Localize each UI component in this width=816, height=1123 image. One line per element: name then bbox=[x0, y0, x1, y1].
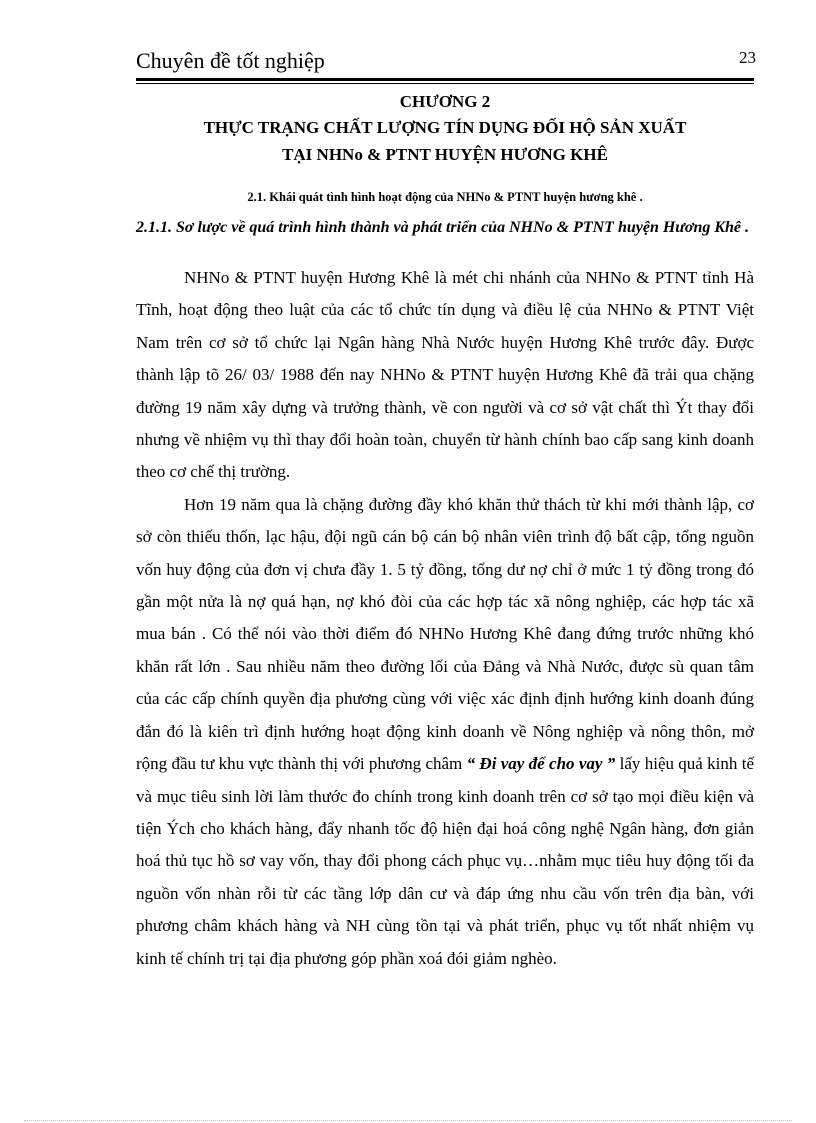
chapter-title-line-1: THỰC TRẠNG CHẤT LƯỢNG TÍN DỤNG ĐỐI HỘ SẢN XUẤT bbox=[203, 118, 687, 137]
page-header bbox=[136, 48, 756, 78]
document-title: Chuyên đề tốt nghiệp bbox=[136, 48, 325, 73]
header-rule-thin bbox=[136, 83, 754, 84]
section-heading: 2.1. Khái quát tình hình hoạt động của NHNo & PTNT huyện hương khê . bbox=[247, 190, 643, 204]
paragraph-2-part-1: Hơn 19 năm qua là chặng đường đầy khó khăn thử thách từ khi mới thành lập, cơ sở còn thiếu thốn, lạc hậu, đội ngũ cán bộ cán bộ nhân viên trình độ bất cập, tổng nguồn vốn huy động của đơn vị chưa đầy 1. 5 tỷ đồng, tổng dư nợ chỉ ở mức 1 tỷ đồng trong đó gần một nửa là nợ quá hạn, nợ khó đòi của các hợp tác xã nông nghiệp, các hợp tác xã mua bán . Có thể nói vào thời điểm đó NHNo Hương Khê đang đứng trước những khó khăn rất lớn . Sau nhiều năm theo đường lối của Đảng và Nhà Nước, được sù quan tâm của các cấp chính quyền địa phương cùng với việc xác định định hướng kinh doanh đúng đắn đó là kiên trì định hướng hoạt động kinh doanh về Nông nghiệp và nông thôn, mở rộng đầu tư khu vực thành thị với phương châm bbox=[136, 494, 754, 774]
paragraph-2-part-2: lấy hiệu quả kinh tế và mục tiêu sinh lời làm thước đo chính trong kinh doanh trên cơ sở tạo mọi điều kiện và tiện Ých cho khách hàng, đẩy nhanh tốc độ hiện đại hoá công nghệ Ngân hàng, đơn giản hoá thủ tục hồ sơ vay vốn, thay đổi phong cách phục vụ…nhằm mục tiêu huy động tối đa nguồn vốn nhàn rỗi từ các tầng lớp dân cư và đáp ứng nhu cầu vốn trên địa bàn, với phương châm khách hàng và NH cùng tồn tại và phát triển, phục vụ tốt nhất nhiệm vụ kinh tế chính trị tại địa phương góp phần xoá đói giảm nghèo. bbox=[136, 754, 755, 968]
chapter-title-line-2: TẠI NHNo & PTNT HUYỆN HƯƠNG KHÊ bbox=[282, 145, 608, 164]
subsection-heading: 2.1.1. Sơ lược về quá trình hình thành và phát triển của NHNo & PTNT huyện Hương Khê . bbox=[136, 219, 750, 236]
page-number: 23 bbox=[739, 48, 756, 67]
page-bottom-dotted-line bbox=[24, 1120, 792, 1121]
paragraph-2 bbox=[136, 489, 754, 975]
body-text bbox=[136, 262, 754, 975]
header-rule-thick bbox=[136, 78, 754, 81]
chapter-number: CHƯƠNG 2 bbox=[399, 92, 491, 111]
paragraph-1: NHNo & PTNT huyện Hương Khê là mét chi nhánh của NHNo & PTNT tỉnh Hà Tĩnh, hoạt động theo luật của các tổ chức tín dụng và điều lệ của NHNo & PTNT Việt Nam trên cơ sở tổ chức lại Ngân hàng Nhà Nước huyện Hương Khê trước đây. Được thành lập tõ 26/ 03/ 1988 đến nay NHNo & PTNT huyện Hương Khê đã trải qua chặng đường 19 năm xây dựng và trưởng thành, về con người và cơ sở vật chất thì Ýt thay đổi nhưng về nhiệm vụ thì thay đổi hoàn toàn, chuyển từ hành chính bao cấp sang kinh doanh theo cơ chế thị trường. bbox=[136, 268, 754, 482]
motto-emphasis: “ Đi vay để cho vay ” bbox=[466, 754, 616, 774]
